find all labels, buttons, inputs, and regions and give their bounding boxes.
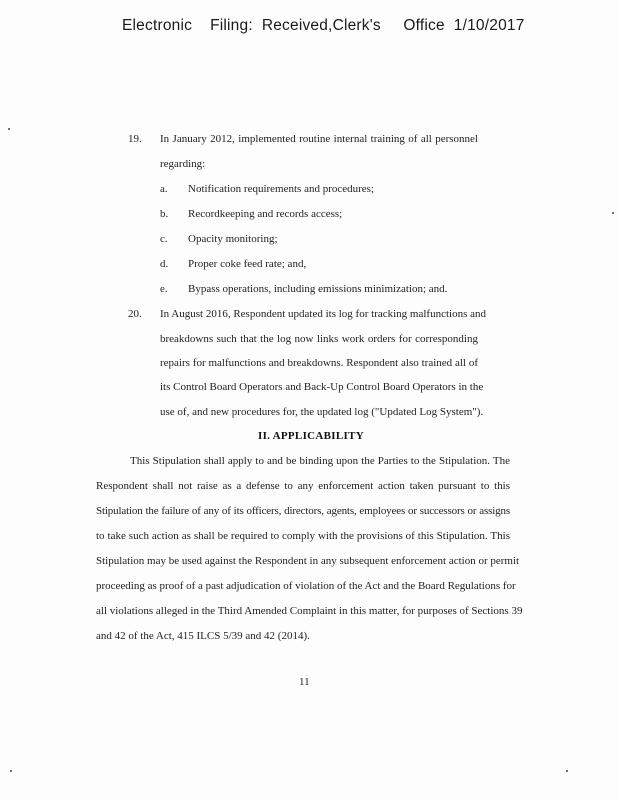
paragraph-line-4: to take such action as shall be required to comply with the provisions of this Stipulation. This xyxy=(96,530,510,542)
filing-stamp: Electronic Filing: Received,Clerk's Office 1/10/2017 xyxy=(122,17,525,34)
subitem-c-letter: c. xyxy=(160,233,168,245)
item-19-number: 19. xyxy=(128,133,142,145)
paragraph-line-7: all violations alleged in the Third Amended Complaint in this matter, for purposes of Sections 39 xyxy=(96,605,523,617)
paragraph-line-8: and 42 of the Act, 415 ILCS 5/39 and 42 (2014). xyxy=(96,630,310,642)
section-heading: II. APPLICABILITY xyxy=(258,430,364,442)
page-number: 11 xyxy=(299,676,310,688)
subitem-d-text: Proper coke feed rate; and, xyxy=(188,258,307,270)
subitem-a-text: Notification requirements and procedures; xyxy=(188,183,375,195)
subitem-a-letter: a. xyxy=(160,183,168,195)
item-20-line-2: breakdowns such that the log now links work orders for corresponding xyxy=(160,333,478,345)
item-19-line-2: regarding: xyxy=(160,158,206,170)
paragraph-line-2: Respondent shall not raise as a defense to any enforcement action taken pursuant to this xyxy=(96,480,510,492)
scan-speck xyxy=(8,128,10,130)
paragraph-line-6: proceeding as proof of a past adjudication of violation of the Act and the Board Regulations for xyxy=(96,580,516,592)
paragraph-line-5: Stipulation may be used against the Respondent in any subsequent enforcement action or permit xyxy=(96,555,520,567)
subitem-e-letter: e. xyxy=(160,283,168,295)
item-20-line-4: its Control Board Operators and Back-Up Control Board Operators in the xyxy=(160,381,484,393)
scan-speck xyxy=(566,770,568,772)
item-20-line-1: In August 2016, Respondent updated its log for tracking malfunctions and xyxy=(160,308,486,320)
item-20-number: 20. xyxy=(128,308,142,320)
subitem-c-text: Opacity monitoring; xyxy=(188,233,278,245)
paragraph-line-3: Stipulation the failure of any of its officers, directors, agents, employees or successors or assigns xyxy=(96,505,510,517)
subitem-b-letter: b. xyxy=(160,208,169,220)
paragraph-line-1: This Stipulation shall apply to and be binding upon the Parties to the Stipulation. The xyxy=(130,455,510,467)
scan-speck xyxy=(612,212,614,214)
item-20-line-5: use of, and new procedures for, the updated log ("Updated Log System"). xyxy=(160,406,484,418)
subitem-b-text: Recordkeeping and records access; xyxy=(188,208,343,220)
subitem-e-text: Bypass operations, including emissions minimization; and. xyxy=(188,283,448,295)
item-19-line-1: In January 2012, implemented routine internal training of all personnel xyxy=(160,133,478,145)
item-20-line-3: repairs for malfunctions and breakdowns. Respondent also trained all of xyxy=(160,357,478,369)
subitem-d-letter: d. xyxy=(160,258,169,270)
scan-speck xyxy=(10,770,12,772)
